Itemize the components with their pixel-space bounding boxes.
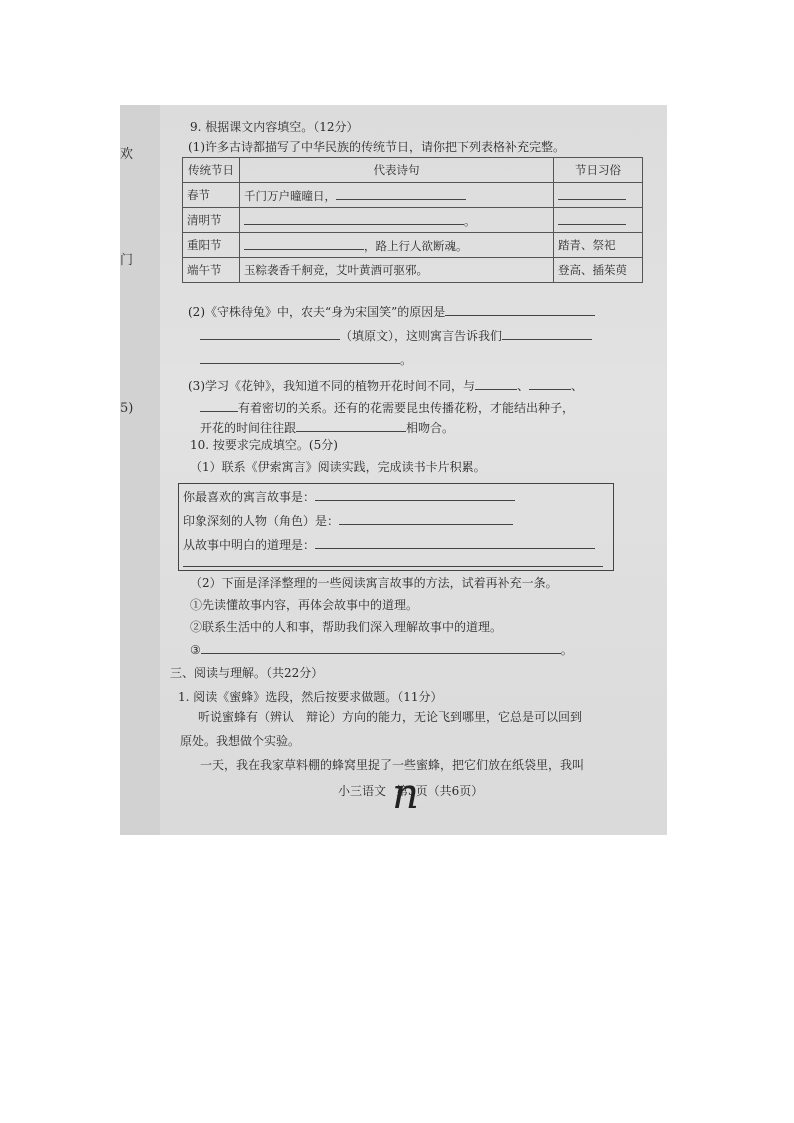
card-row — [183, 554, 603, 570]
fill-blank[interactable] — [200, 399, 238, 412]
poem-cell: 玉粽袭香千舸竞，艾叶黄酒可驱邪。 — [240, 258, 554, 283]
adjacent-page-edge — [120, 105, 160, 835]
card-label: 从故事中明白的道理是： — [183, 538, 316, 552]
fill-blank[interactable] — [475, 377, 517, 390]
fill-blank[interactable] — [183, 554, 603, 567]
fill-blank[interactable] — [445, 303, 595, 316]
table-row — [183, 183, 643, 208]
q9-part3-line3 — [200, 419, 454, 436]
card-row — [183, 512, 513, 529]
poem-text: ，路上行人欲断魂。 — [364, 238, 468, 253]
method-item: ②联系生活中的人和事，帮助我们深入理解故事中的道理。 — [190, 620, 503, 634]
fill-blank[interactable] — [244, 237, 364, 250]
punct: 、 — [517, 379, 530, 393]
table-row — [183, 233, 643, 258]
q9-part3-text: 相吻合。 — [406, 421, 455, 435]
q10-part1: （1）联系《伊索寓言》阅读实践，完成读书卡片积累。 — [190, 460, 486, 474]
q9-part3-line1 — [188, 377, 583, 394]
festival-cell: 清明节 — [183, 208, 240, 233]
fill-blank[interactable] — [315, 488, 515, 501]
table-header-row — [183, 158, 643, 183]
q9-part2-prompt: (2)《守株待兔》中，农夫“身为宋国笑”的原因是 — [188, 305, 446, 319]
fill-blank[interactable] — [558, 187, 626, 200]
fill-blank[interactable] — [502, 327, 592, 340]
q9-title: 9. 根据课文内容填空。（12分） — [190, 120, 359, 134]
edge-char: 5) — [120, 401, 134, 416]
table-header: 节日习俗 — [554, 158, 643, 183]
card-row — [183, 488, 515, 505]
custom-cell — [554, 183, 643, 208]
reading-card — [178, 483, 614, 571]
table-row — [183, 258, 643, 283]
method-number: ③ — [190, 643, 201, 657]
poem-cell — [240, 183, 554, 208]
punct: 、 — [571, 379, 584, 393]
punct: 。 — [560, 643, 573, 657]
table-header: 代表诗句 — [240, 158, 554, 183]
method-item — [190, 641, 573, 658]
poem-cell — [240, 208, 554, 233]
table-header: 传统节日 — [183, 158, 240, 183]
fill-blank[interactable] — [296, 419, 406, 432]
passage-line: 听说蜜蜂有（辨认 辩论）方向的能力，无论飞到哪里，它总是可以回到 — [198, 710, 583, 724]
q9-part3-prompt: (3)学习《花钟》，我知道不同的植物开花时间不同，与 — [188, 379, 476, 393]
custom-cell — [554, 208, 643, 233]
custom-cell: 踏青、祭祀 — [554, 233, 643, 258]
card-label: 你最喜欢的寓言故事是： — [183, 490, 316, 504]
custom-cell: 登高、插茱萸 — [554, 258, 643, 283]
fill-blank[interactable] — [558, 212, 626, 225]
fill-blank[interactable] — [339, 512, 513, 525]
q9-part1: (1)许多古诗都描写了中华民族的传统节日，请你把下列表格补充完整。 — [188, 140, 566, 154]
fill-blank[interactable] — [200, 351, 400, 364]
festival-cell: 春节 — [183, 183, 240, 208]
fill-blank[interactable] — [200, 327, 340, 340]
fill-blank[interactable] — [529, 377, 571, 390]
festival-cell: 重阳节 — [183, 233, 240, 258]
festival-table — [182, 157, 643, 283]
edge-char: 门 — [120, 253, 134, 268]
passage-line: 原处。我想做个实验。 — [180, 734, 301, 748]
q9-part2-note: （填原文），这则寓言告诉我们 — [340, 329, 503, 343]
fill-blank[interactable] — [244, 212, 464, 225]
exam-page-photo — [120, 105, 667, 835]
q9-part2-line3 — [200, 351, 412, 368]
q10-part2: （2）下面是泽泽整理的一些阅读寓言故事的方法，试着再补充一条。 — [190, 576, 558, 590]
section3-title: 三、阅读与理解。（共22分） — [170, 666, 324, 680]
edge-char: 欢 — [120, 147, 134, 162]
table-row — [183, 208, 643, 233]
q9-part3-line2 — [200, 399, 574, 416]
poem-cell — [240, 233, 554, 258]
fill-blank[interactable] — [336, 187, 466, 200]
poem-text: 千门万户曈曈日， — [244, 188, 336, 203]
fill-blank[interactable] — [201, 641, 561, 654]
fill-blank[interactable] — [315, 536, 595, 549]
card-label: 印象深刻的人物（角色）是： — [183, 514, 340, 528]
q9-part3-text: 有着密切的关系。还有的花需要昆虫传播花粉，才能结出种子， — [238, 401, 575, 415]
q9-part2-line2 — [200, 327, 592, 344]
method-item: ①先读懂故事内容，再体会故事中的道理。 — [190, 598, 419, 612]
passage-line: 一天，我在我家草料棚的蜂窝里捉了一些蜜蜂，把它们放在纸袋里，我叫 — [200, 758, 585, 772]
footer-page: 第3页（共6页） — [396, 784, 484, 798]
festival-cell: 端午节 — [183, 258, 240, 283]
handwritten-mark: n — [392, 769, 420, 818]
section3-q1: 1. 阅读《蜜蜂》选段，然后按要求做题。（11分） — [178, 690, 443, 704]
q9-part2-line1 — [188, 303, 595, 320]
footer-subject: 小三语文 — [338, 784, 387, 798]
q9-part3-text: 开花的时间往往跟 — [200, 421, 297, 435]
card-row — [183, 536, 595, 553]
poem-text: 。 — [464, 213, 476, 228]
q10-title: 10. 按要求完成填空。(5分) — [190, 438, 338, 452]
punct: 。 — [400, 353, 413, 367]
